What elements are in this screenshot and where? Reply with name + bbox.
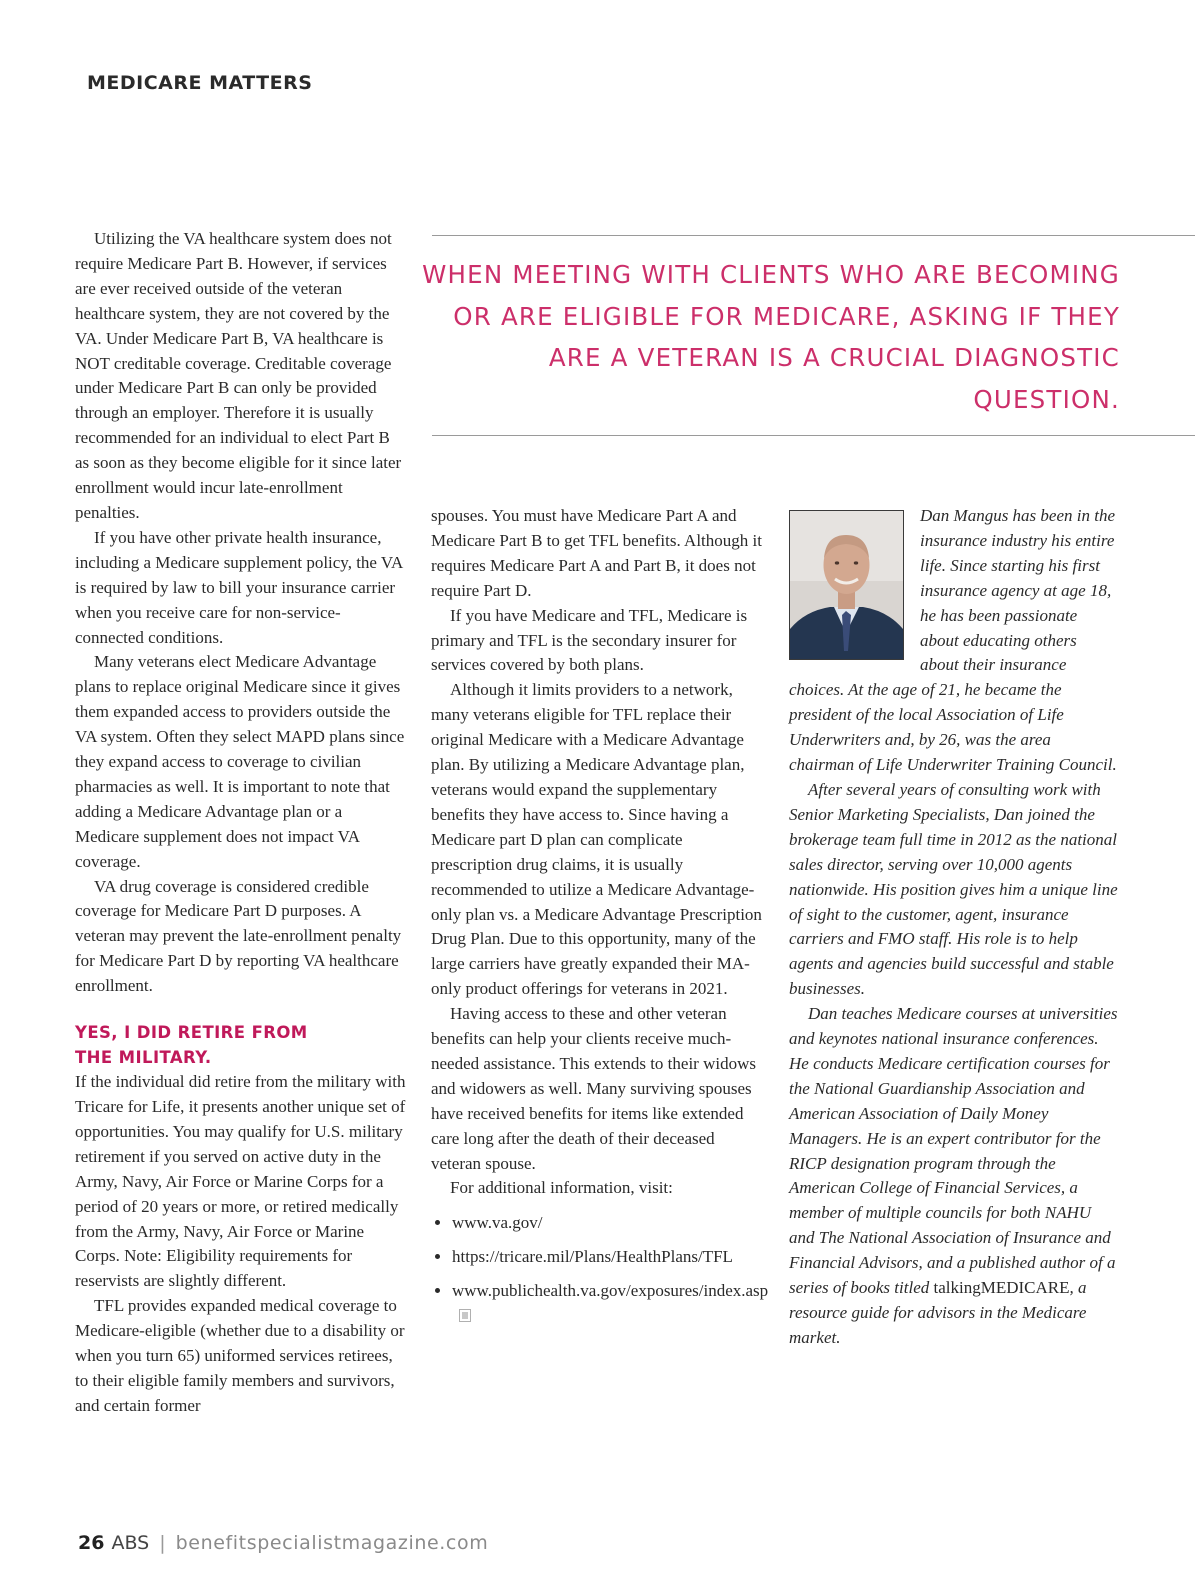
pull-quote-text: WHEN MEETING WITH CLIENTS WHO ARE BECOMING OR ARE ELIGIBLE FOR MEDICARE, ASKING IF THEY ARE A VETERAN IS A CRUCIAL DIAGNOSTIC QUESTION. <box>422 260 1120 414</box>
paragraph: If the individual did retire from the military with Tricare for Life, it presents another unique set of opportunities. You may qualify for U.S. military retirement if you served on active duty in the Army, Navy, Air Force or Marine Corps for a period of 20 years or more, or retired medically from the Army, Navy, Air Force or Marine Corps. Note: Eligibility requirements for reservists are slightly different. <box>75 1072 406 1291</box>
author-photo <box>789 510 904 660</box>
bio-paragraph: Dan Mangus has been in the insurance industry his entire life. Since starting his first insurance agency at age 18, he has been passionate about educating others about their insurance choices. At the age of 21, he became the president of the local Association of Life Underwriters and, by 26, was the area chairman of Life Underwriter Training Council. <box>789 506 1117 775</box>
paragraph: TFL provides expanded medical coverage to Medicare-eligible (whether due to a disability or when you turn 65) uniformed services retirees, to their eligible family members and survivors, and certain former <box>75 1296 405 1415</box>
paragraph: Having access to these and other veteran benefits can help your clients receive much-needed assistance. This extends to their widows and widowers as well. Many surviving spouses have received benefits for items like extended care long after the death of their deceased veteran spouse. <box>431 1004 756 1173</box>
page-number: 26 <box>78 1532 105 1554</box>
author-portrait-illustration <box>790 511 903 659</box>
resource-link[interactable] <box>452 1245 764 1270</box>
article-column-1 <box>75 227 408 1419</box>
paragraph: spouses. You must have Medicare Part A and Medicare Part B to get TFL benefits. Although it requires Medicare Part A and Part B, it does not require Part D. <box>431 506 762 600</box>
author-bio <box>789 504 1119 1351</box>
article-column-2 <box>431 504 769 1338</box>
paragraph: For additional information, visit: <box>450 1178 673 1198</box>
bio-paragraph: After several years of consulting work with Senior Marketing Specialists, Dan joined the brokerage team full time in 2012 as the national sales director, serving over 10,000 agents nationwide. His position gives him a unique line of sight to the customer, agent, insurance carriers and FMO staff. His role is to help agents and agencies build successful and stable businesses. <box>789 779 1118 999</box>
paragraph: Many veterans elect Medicare Advantage plans to replace original Medicare since it gives them expanded access to providers outside the VA system. Often they select MAPD plans since they expand access to coverage to civilian pharmacies as well. It is important to note that adding a Medicare Advantage plan or a Medicare supplement does not impact VA coverage. <box>75 652 405 871</box>
resource-link[interactable] <box>452 1279 769 1329</box>
resource-link-list <box>431 1211 769 1329</box>
external-link-icon[interactable] <box>459 1309 471 1322</box>
book-title: talkingMEDICARE <box>933 1278 1070 1298</box>
subheading-line-1: YES, I DID RETIRE FROM <box>75 1023 308 1043</box>
pull-quote <box>422 235 1195 436</box>
section-label: MEDICARE MATTERS <box>87 72 313 94</box>
link-text[interactable]: www.va.gov/ <box>452 1213 543 1233</box>
subheading <box>75 1020 408 1070</box>
link-text[interactable]: https://tricare.mil/Plans/HealthPlans/TFL <box>452 1247 733 1267</box>
footer-separator: | <box>159 1532 166 1554</box>
paragraph: VA drug coverage is considered credible coverage for Medicare Part D purposes. A veteran may prevent the late-enrollment penalty for Medicare Part D by reporting VA healthcare enrollment. <box>75 876 402 996</box>
paragraph: Utilizing the VA healthcare system does not require Medicare Part B. However, if services are ever received outside of the veteran healthcare system, they are not covered by the VA. Under Medicare Part B, VA healthcare is NOT creditable coverage. Creditable coverage under Medicare Part B can only be provided through an employer. Therefore it is usually recommended for an individual to elect Part B as soon as they become eligible for it since later enrollment would incur late-enrollment penalties. <box>75 229 402 522</box>
link-text[interactable]: www.publichealth.va.gov/exposures/index.asp <box>452 1281 769 1301</box>
website-url[interactable]: benefitspecialistmagazine.com <box>175 1532 489 1554</box>
paragraph: Although it limits providers to a network, many veterans eligible for TFL replace their original Medicare with a Medicare Advantage plan. By utilizing a Medicare Advantage plan, veterans would expand the supplementary benefits they have access to. Since having a Medicare part D plan can complicate prescription drug claims, it is usually recommended to utilize a Medicare Advantage-only plan vs. a Medicare Advantage Prescription Drug Plan. Due to this opportunity, many of the large carriers have greatly expanded their MA-only product offerings for veterans in 2021. <box>431 680 762 999</box>
page-footer <box>78 1532 488 1554</box>
bio-text: , a resource guide for advisors in the Medicare market. <box>789 1278 1087 1347</box>
paragraph: If you have Medicare and TFL, Medicare is primary and TFL is the secondary insurer for services covered by both plans. <box>431 605 748 675</box>
paragraph: If you have other private health insurance, including a Medicare supplement policy, the VA is required by law to bill your insurance carrier when you receive care for non-service-connected conditions. <box>75 527 403 647</box>
bio-paragraph <box>789 1002 1119 1351</box>
bio-text: Dan teaches Medicare courses at universities and keynotes national insurance conferences. He conducts Medicare certification courses for the National Guardianship Association and American Association of Daily Money Managers. He is an expert contributor for the RICP designation program through the American College of Financial Services, a member of multiple councils for both NAHU and The National Association of Insurance and Financial Advisors, and a published author of a series of books titled <box>789 1004 1118 1298</box>
publication-name: ABS <box>111 1532 150 1554</box>
subheading-line-2: THE MILITARY. <box>75 1048 212 1068</box>
resource-link[interactable] <box>452 1211 764 1236</box>
